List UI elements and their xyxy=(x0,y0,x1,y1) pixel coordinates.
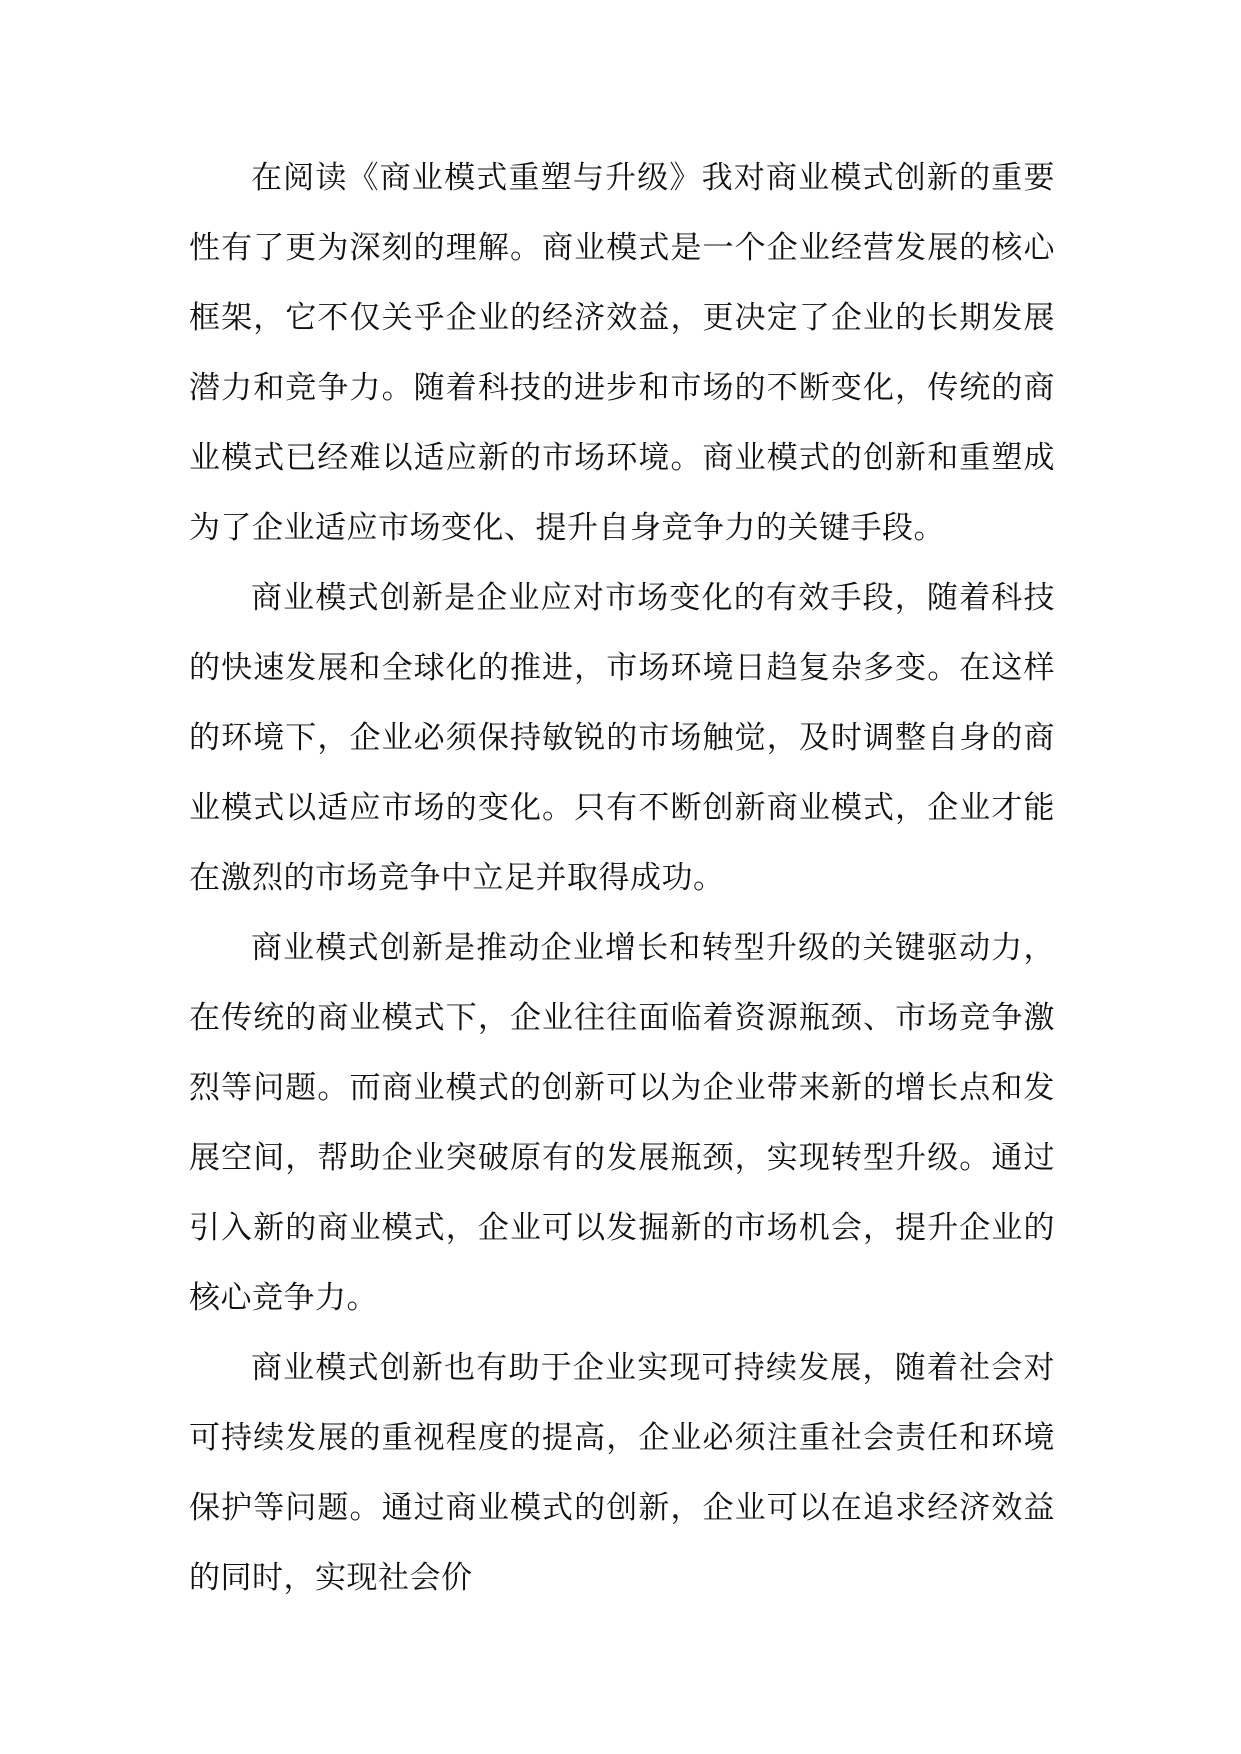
paragraph-3: 商业模式创新是推动企业增长和转型升级的关键驱动力，在传统的商业模式下，企业往往面临着资源瓶颈、市场竞争激烈等问题。而商业模式的创新可以为企业带来新的增长点和发展空间，帮助企业突破原有的发展瓶颈，实现转型升级。通过引入新的商业模式，企业可以发掘新的市场机会，提升企业的核心竞争力。 xyxy=(189,930,1055,1316)
paragraph-4: 商业模式创新也有助于企业实现可持续发展，随着社会对可持续发展的重视程度的提高，企业必须注重社会责任和环境保护等问题。通过商业模式的创新，企业可以在追求经济效益的同时，实现社会价 xyxy=(189,1350,1055,1596)
document-body xyxy=(189,143,1055,1613)
paragraph-1: 在阅读《商业模式重塑与升级》我对商业模式创新的重要性有了更为深刻的理解。商业模式是一个企业经营发展的核心框架，它不仅关乎企业的经济效益，更决定了企业的长期发展潜力和竞争力。随着科技的进步和市场的不断变化，传统的商业模式已经难以适应新的市场环境。商业模式的创新和重塑成为了企业适应市场变化、提升自身竞争力的关键手段。 xyxy=(189,160,1055,546)
paragraph-2: 商业模式创新是企业应对市场变化的有效手段，随着科技的快速发展和全球化的推进，市场环境日趋复杂多变。在这样的环境下，企业必须保持敏锐的市场触觉，及时调整自身的商业模式以适应市场的变化。只有不断创新商业模式，企业才能在激烈的市场竞争中立足并取得成功。 xyxy=(189,580,1055,896)
